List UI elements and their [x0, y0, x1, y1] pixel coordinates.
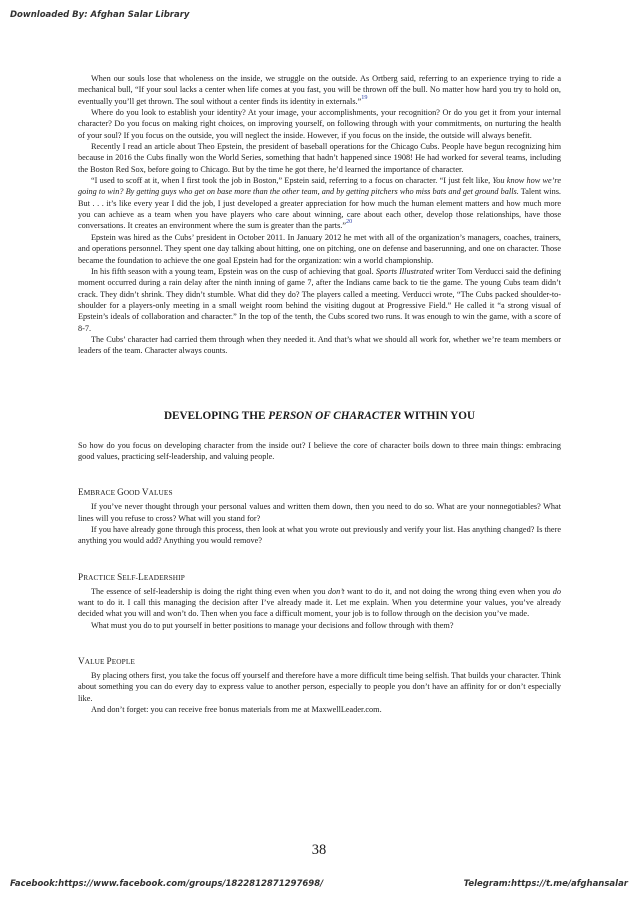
paragraph-values-2: If you have already gone through this process, then look at what you wrote out previously and verify your list. Has anything changed? Is there anything you would add? Anything you would remove?: [78, 524, 561, 546]
paragraph-intro: So how do you focus on developing character from the inside out? I believe the core of character boils down to three main things: embracing good values, practicing self-leadership, and valuing people.: [78, 440, 561, 461]
paragraph-epstein-hired: Epstein was hired as the Cubs’ president in October 2011. In January 2012 he met with all of the organization’s managers, coaches, trainers, and operations personnel. They spent one day talking about hitting, one on pitching, one on defense and baserunning, and one on character. Those became the foundation to achieve the one goal Epstein had for the organization: win a world championship.: [78, 232, 561, 265]
paragraph-fifth-season: In his fifth season with a young team, Epstein was on the cusp of achieving that goal. Sports Illustrated writer Tom Verducci said the defining moment occurred during a rain delay after the ninth inning of game 7, after the Indians came back to tie the game. The young Cubs team didn’t crack. They didn’t shrink. They didn’t stumble. What did they do? The players called a meeting. Verducci wrote, “The Cubs packed shoulder-to-shoulder for a players-only meeting in a small weight room behind the visiting dugout at Progressive Field.” He called it “a strong visual of Epstein’s ideals of collaboration and character.” In the top of the tenth, the Cubs scored two runs. It was enough to win the game, with a score of 8-7.: [78, 266, 561, 333]
footnote-ref-20[interactable]: 20: [346, 218, 353, 226]
paragraph-values-1: If you’ve never thought through your personal values and written them down, then you need to do so. What are your nonnegotiables? What lines will you refuse to cross? What will you stand for?: [78, 502, 561, 523]
section-heading: DEVELOPING THE PERSON OF CHARACTER WITHIN YOU: [163, 409, 476, 422]
subheading-practice-self-leadership: PRACTICE SELF-LEADERSHIP: [78, 571, 185, 582]
page-number: 38: [311, 842, 327, 858]
paragraph-ortberg: When our souls lose that wholeness on the inside, we struggle on the outside. As Ortberg said, referring to an experience trying to ride a mechanical bull, “If your soul lacks a center when life comes at you fast, you will be thrown off the bull. No matter how hard you try to hold on, eventually you’ll get thrown. The soul without a center finds its identity in externals.”$^{19}$: [78, 74, 561, 106]
paragraph-cubs-character: The Cubs’ character had carried them through when they needed it. And that’s what we should all work for, whether we’re team members or leaders of the team. Character always counts.: [78, 334, 561, 356]
page-body: [78, 73, 561, 715]
subheading-value-people: VALUE PEOPLE: [78, 656, 135, 667]
download-header: Downloaded By: Afghan Salar Library: [10, 10, 190, 20]
paragraph-identity: Where do you look to establish your identity? At your image, your accomplishments, your recognition? Or do you get it from your internal character? Do you focus on making right choices, on improving yourself, on following through with your commitments, on nurturing the health of your soul? If you focus on the outside, you will neglect the inside. However, if you focus on the inside, the outside will always benefit.: [78, 108, 561, 140]
subheading-embrace-good-values: EMBRACE GOOD VALUES: [78, 487, 173, 498]
paragraph-self-leadership-2: What must you do to put yourself in better positions to manage your decisions and follow through with them?: [91, 620, 454, 630]
footnote-ref-19[interactable]: 19: [361, 93, 368, 101]
footer-telegram-link[interactable]: Telegram:https://t.me/afghansalar: [463, 879, 628, 889]
paragraph-value-people-1: By placing others first, you take the focus off yourself and therefore have a more difficult time being selfish. That builds your character. Think about something you can do every day to express value to another person, especially to people you don’t have an affinity for or don’t especially like.: [78, 671, 561, 703]
paragraph-epstein-quote: “I used to scoff at it, when I first took the job in Boston,” Epstein said, referring to a focus on character. “I just felt like, You know how we’re going to win? By getting guys who get on base more than the other team, and by getting pitchers who miss bats and get ground balls. Talent wins. But . . . it’s like every year I did the job, I just developed a greater appreciation for how much the human element matters and how much more you can achieve as a team when you have players who care about winning, care about each other, develop those relationships, have those conversations. It creates an environment where the sum is greater than the parts.”$^{20}$: [78, 176, 561, 231]
paragraph-self-leadership-1: The essence of self-leadership is doing the right thing even when you don’t want to do it, and not doing the wrong thing even when you do want to do it. I call this managing the decision after I’ve already made it. Let me explain. When you determine your values, you’ve already decided what you will and won’t do. Then when you face a difficult moment, your job is to follow through on the decision you’ve made.: [78, 586, 561, 619]
paragraph-value-people-2: And don’t forget: you can receive free bonus materials from me at MaxwellLeader.com.: [91, 705, 382, 715]
footer-facebook-link[interactable]: Facebook:https://www.facebook.com/groups/1822812871297698/: [10, 879, 324, 889]
paragraph-epstein-intro: Recently I read an article about Theo Epstein, the president of baseball operations for the Chicago Cubs. People have begun recognizing him because in 2016 the Cubs finally won the World Series, something that hadn’t happened since 1908! He had worked for several teams, including the Boston Red Sox, before going to Chicago. But by the time he got there, he’d learned the importance of character.: [78, 142, 561, 174]
